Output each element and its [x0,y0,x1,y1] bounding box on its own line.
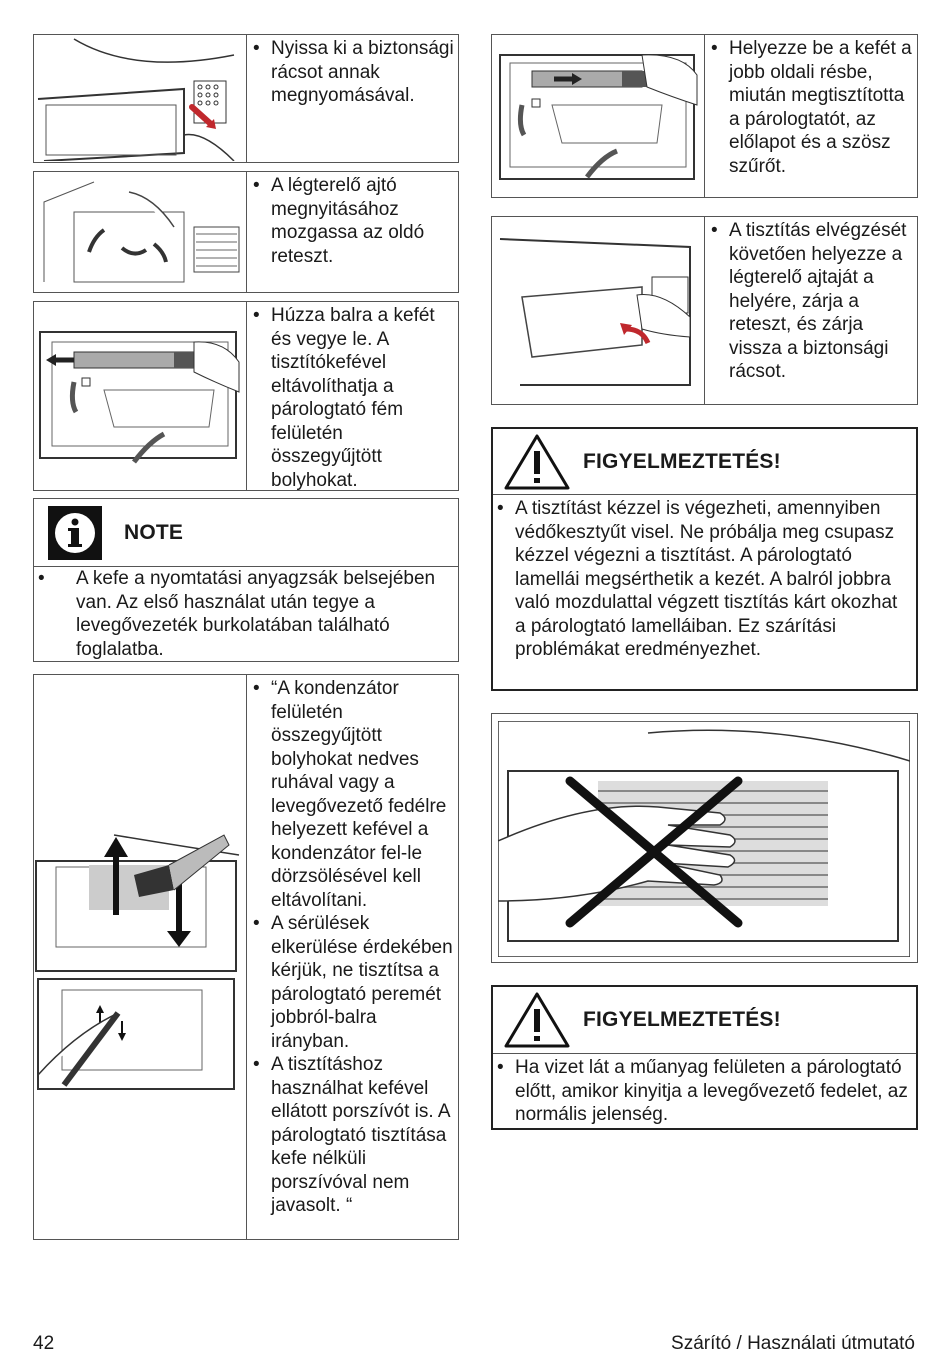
step-2-text: A légterelő ajtó megnyitásához mozgassa az oldó reteszt. [271,175,425,267]
bullet-2-text: A sérülések elkerülése érdekében kérjük, ne tisztítsa a párologtató peremét jobbról-balra irányban. [271,913,453,1052]
bullet-icon: • [38,568,45,589]
document-title: Szárító / Használati útmutató [671,1333,915,1354]
bullet-3-text: A tisztításhoz használhat kefével ellátott porszívót is. A párologtató tisztítása kefe nélküli porszívóval nem javasolt. “ [271,1054,450,1216]
warning-1-header [493,429,916,495]
warning-box-1 [491,427,918,691]
step-5-box [491,216,918,405]
note-box [33,498,459,662]
step-2-box [33,171,459,293]
bullet-icon: • [253,38,260,59]
bullet-icon: • [253,175,260,196]
warning-1-text: A tisztítást kézzel is végezheti, amennyiben védőkesztyűt visel. Ne próbálja meg csupasz kézzel végezni a tisztítást. A párologtató lamellái megsérthetik a kezét. A balról jobbra való mozdulattal végzett tisztítás kárt okozhat a párologtató lamelláiban. Ez szárítási problémákat eredményezhet. [515,498,898,660]
bullet-1-text: “A kondenzátor felületén összegyűjtött bolyhokat nedves ruhával vagy a levegővezető fedélre helyezett kefével a kondenzátor fel-le dörzsölésével kell eltávolítani. [271,678,447,911]
step-1-text: Nyissa ki a biztonsági rácsot annak megnyomásával. [271,38,454,106]
insert-brush-illustration [492,35,705,197]
step-4-text: Helyezze be a kefét a jobb oldali résbe, miután megtisztította a párologtatót, az előlapot és a szösz szűrőt. [729,38,912,177]
info-icon [48,506,102,560]
warning-2-header [493,987,916,1054]
bullet-icon: • [253,305,260,326]
open-safety-grille-illustration [34,35,247,162]
bullet-icon: • [253,913,260,934]
warning-triangle-icon [503,991,571,1049]
bullet-icon: • [711,38,718,59]
warning-1-title: FIGYELMEZTETÉS! [583,449,781,473]
warning-box-2 [491,985,918,1130]
bullet-icon: • [253,678,260,699]
step-5-text: A tisztítás elvégzését követően helyezze a légterelő ajtaját a helyére, zárja a reteszt, és zárja vissza a biztonsági rácsot. [729,220,907,382]
note-title: NOTE [124,520,184,544]
bullet-icon: • [253,1054,260,1075]
condenser-cleaning-box [33,674,459,1240]
warning-triangle-icon [503,433,571,491]
step-3-text: Húzza balra a kefét és vegye le. A tisztítókefével eltávolíthatja a párologtató fém felületén összegyűjtött bolyhokat. [271,305,435,491]
air-door-latch-illustration [34,172,247,292]
note-text: A kefe a nyomtatási anyagzsák belsejében van. Az első használat után tegye a levegővezeték burkolatában található foglalatba. [76,568,436,660]
note-header [34,499,458,567]
step-3-box [33,301,459,491]
bullet-icon: • [497,498,504,519]
remove-brush-illustration [34,302,247,490]
step-4-box [491,34,918,198]
step-1-box [33,34,459,163]
no-bare-hand-illustration [498,721,910,957]
warning-2-title: FIGYELMEZTETÉS! [583,1008,781,1031]
page-number: 42 [33,1333,55,1354]
bullet-icon: • [497,1057,504,1078]
warning-2-text: Ha vizet lát a műanyag felületen a párologtató előtt, amikor kinyitja a levegővezető fedelet, az normális jelenség. [515,1057,908,1125]
no-bare-hand-box [491,713,918,963]
bullet-icon: • [711,220,718,241]
condenser-cleaning-illustrations [34,675,247,1239]
close-grille-illustration [492,217,705,404]
